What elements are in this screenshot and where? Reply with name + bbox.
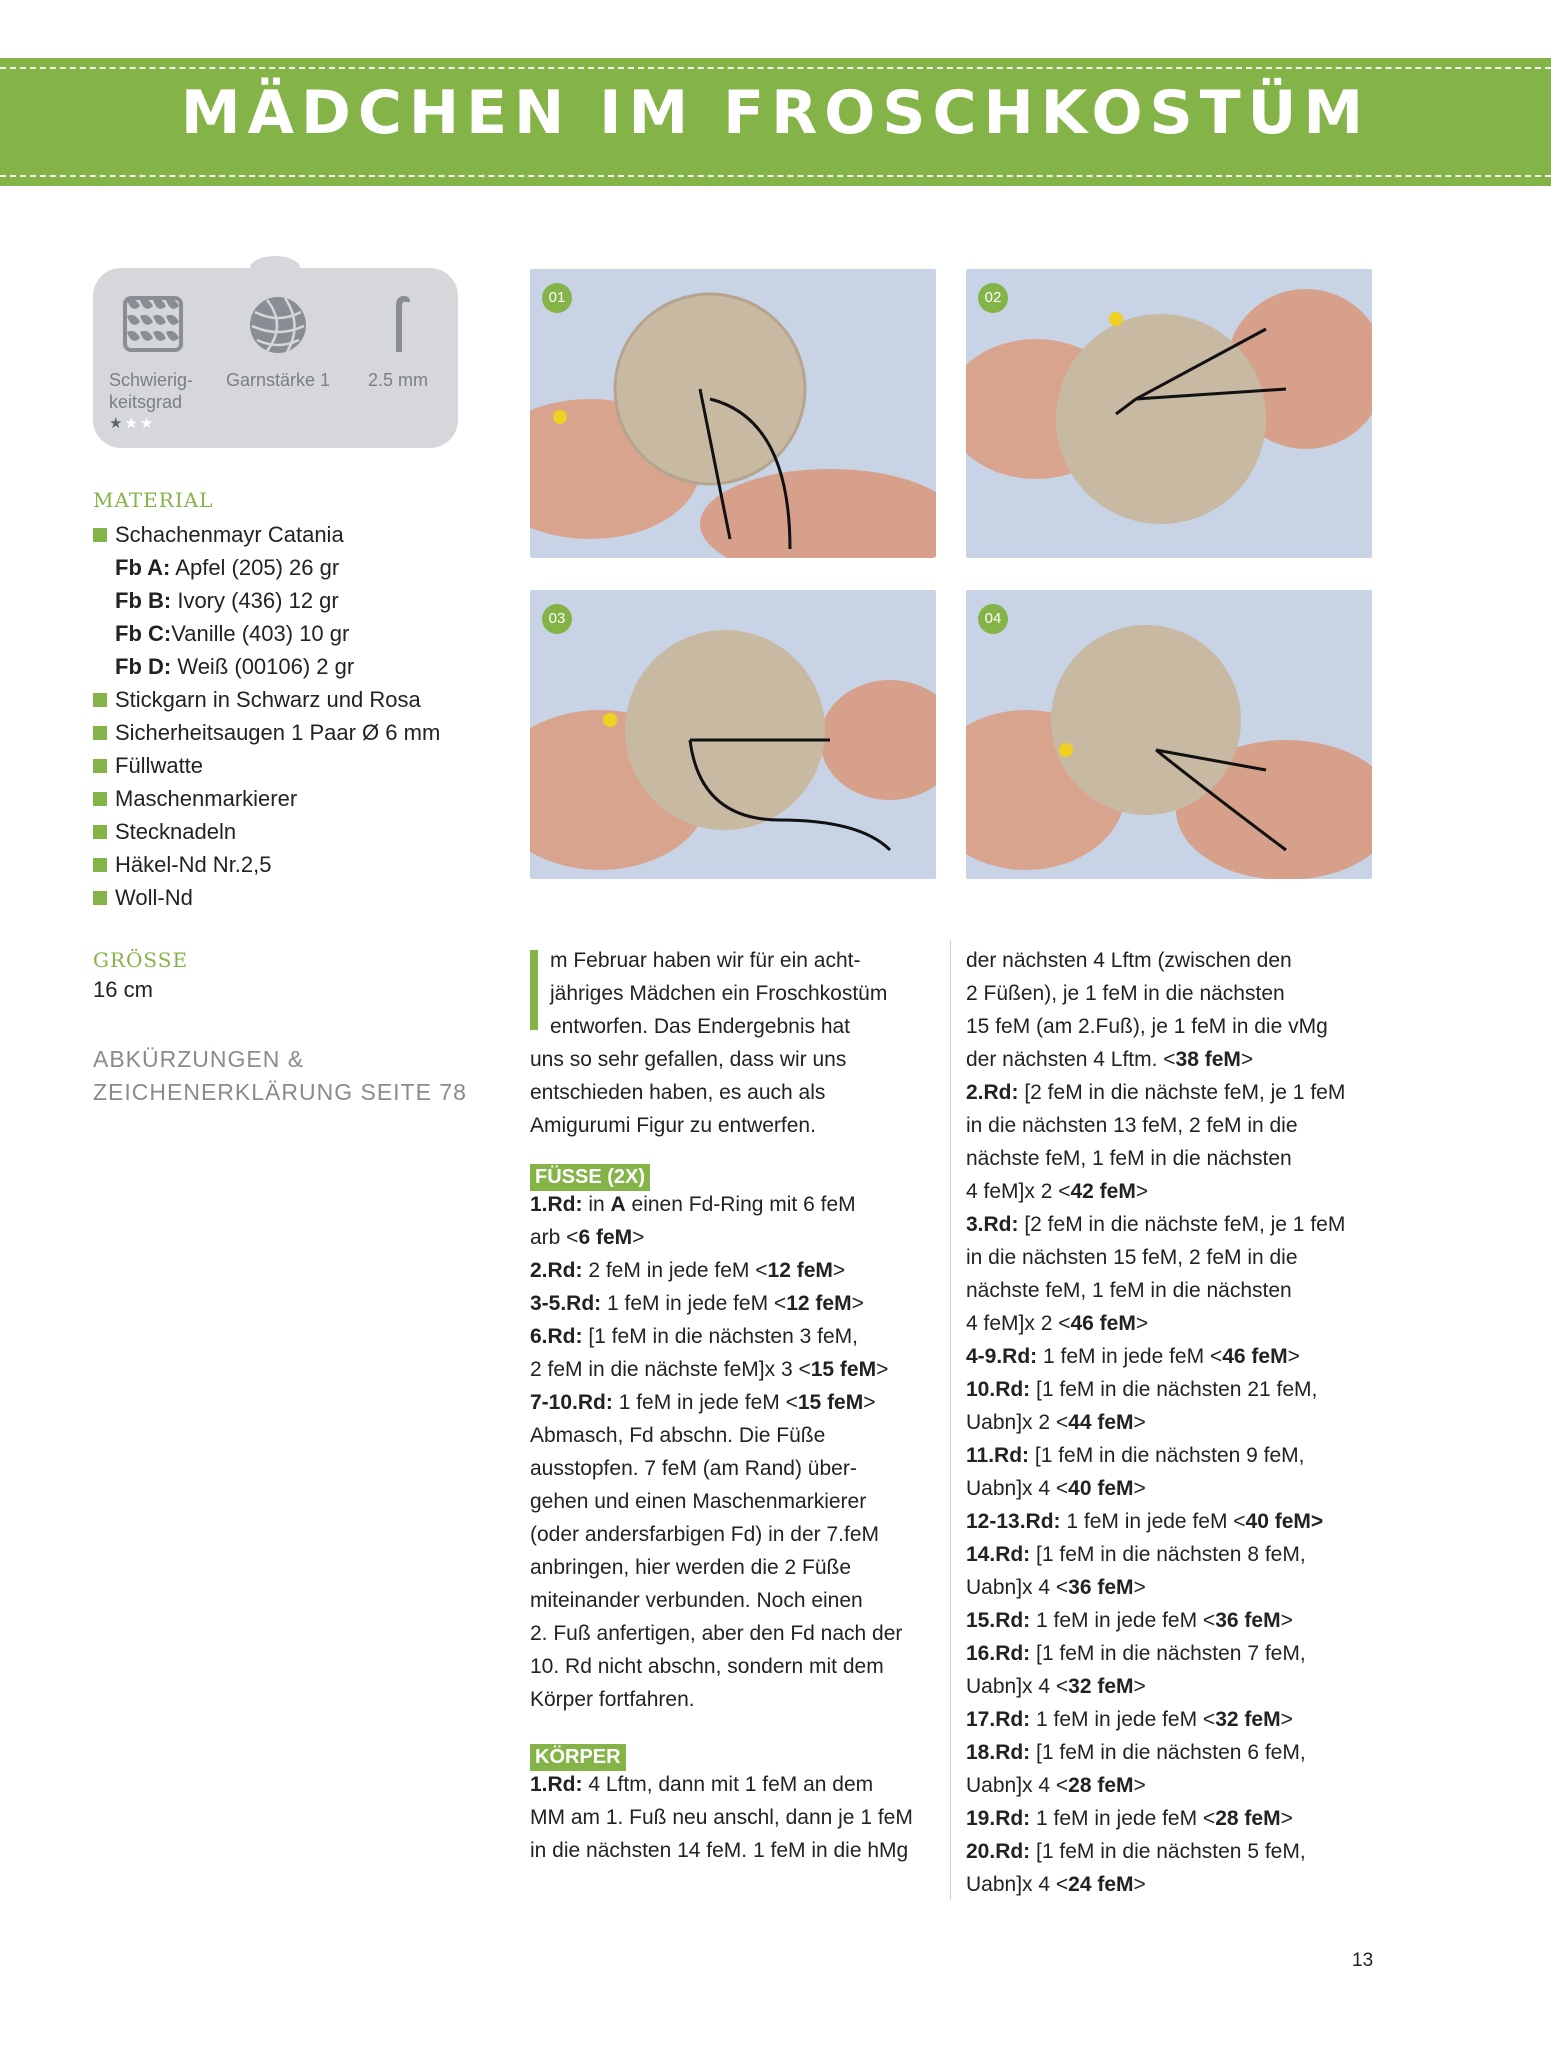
intro-line: entschieden haben, es auch als [530, 1081, 826, 1104]
feet-heading: FÜSSE (2X) [530, 1164, 650, 1191]
instruction-bold: 24 feM [1068, 1873, 1134, 1896]
instruction-text: > [1133, 1675, 1146, 1698]
instruction-text: 1 feM in jede feM < [1030, 1807, 1216, 1830]
feet-instructions [530, 1188, 940, 1716]
instruction-line [530, 1188, 940, 1221]
hook-size-label: 2.5 mm [367, 370, 428, 390]
step-photo [966, 269, 1372, 558]
instruction-line [966, 1835, 1386, 1868]
instruction-bold: 46 feM [1070, 1312, 1136, 1335]
feet-heading-row [530, 1142, 940, 1188]
instruction-text: > [876, 1358, 889, 1381]
instruction-line [966, 1109, 1386, 1142]
pattern-column-2 [966, 944, 1386, 1901]
instruction-line [530, 1551, 940, 1584]
instruction-bold: 10.Rd: [966, 1378, 1031, 1401]
material-brand: Schachenmayr Catania [115, 522, 344, 547]
instruction-line [966, 1604, 1386, 1637]
instruction-text: MM am 1. Fuß neu anschl, dann je 1 feM [530, 1806, 913, 1829]
instruction-bold: 15 feM [810, 1358, 877, 1381]
instruction-text: > [851, 1292, 864, 1315]
instruction-text: ausstopfen. 7 feM (am Rand) über- [530, 1457, 857, 1480]
material-list [93, 518, 513, 914]
body-instructions [530, 1768, 940, 1867]
banner-top-stitch [0, 67, 1551, 69]
bullet-square [93, 792, 107, 806]
instruction-line [966, 1340, 1386, 1373]
material-item-text: Füllwatte [115, 753, 204, 778]
instruction-line [966, 1802, 1386, 1835]
instruction-bold: 40 feM> [1245, 1510, 1324, 1533]
banner-bottom-stitch [0, 175, 1551, 177]
material-item-text: Stickgarn in Schwarz und Rosa [115, 687, 421, 712]
step-number: 04 [978, 604, 1008, 634]
color-row [93, 584, 513, 617]
instruction-text: 4 feM]x 2 < [966, 1180, 1071, 1203]
bullet-square [93, 825, 107, 839]
instruction-text: 1 feM in jede feM < [1060, 1510, 1246, 1533]
instruction-line [966, 1571, 1386, 1604]
instruction-bold: 20.Rd: [966, 1840, 1031, 1863]
abbreviations-note [93, 1043, 467, 1109]
instruction-bold: 1.Rd: [530, 1193, 583, 1216]
color-value: Weiß (00106) 2 gr [177, 654, 355, 679]
color-key: Fb D: [115, 654, 172, 679]
intro-line: jähriges Mädchen ein Froschkostüm [550, 982, 888, 1005]
instruction-bold: 6.Rd: [530, 1325, 583, 1348]
instruction-text: der nächsten 4 Lftm. < [966, 1048, 1176, 1071]
instruction-line [530, 1518, 940, 1551]
abbr-line1: ABKÜRZUNGEN & [93, 1046, 305, 1072]
bullet-square [93, 759, 107, 773]
intro-line: m Februar haben wir für ein acht- [550, 949, 861, 972]
instruction-line [966, 1406, 1386, 1439]
instruction-bold: 18.Rd: [966, 1741, 1031, 1764]
instruction-text: 15 feM (am 2.Fuß), je 1 feM in die vMg [966, 1015, 1328, 1038]
instruction-line [966, 1472, 1386, 1505]
instruction-bold: 15.Rd: [966, 1609, 1031, 1632]
instruction-text: > [1133, 1873, 1146, 1896]
instruction-bold: 2.Rd: [530, 1259, 583, 1282]
instruction-text: in die nächsten 14 feM. 1 feM in die hMg [530, 1839, 909, 1862]
instruction-line [966, 1670, 1386, 1703]
instruction-text: anbringen, hier werden die 2 Füße [530, 1556, 852, 1579]
knit-stitch-icon [123, 294, 185, 356]
instruction-text: [1 feM in die nächsten 7 feM, [1030, 1642, 1306, 1665]
instruction-line [530, 1419, 940, 1452]
instruction-line [530, 1221, 940, 1254]
instruction-text: 10. Rd nicht abschn, sondern mit dem [530, 1655, 884, 1678]
instruction-line [966, 1373, 1386, 1406]
color-row [93, 551, 513, 584]
instruction-text: > [1280, 1609, 1293, 1632]
material-heading: MATERIAL [93, 488, 214, 512]
instruction-text: [1 feM in die nächsten 6 feM, [1030, 1741, 1306, 1764]
instruction-line [966, 1043, 1386, 1076]
instruction-text: (oder andersfarbigen Fd) in der 7.feM [530, 1523, 880, 1546]
instruction-line [530, 1485, 940, 1518]
instruction-text: Uabn]x 4 < [966, 1774, 1069, 1797]
step-photo [530, 269, 936, 558]
size-heading: GRÖSSE [93, 948, 189, 972]
material-item-text: Woll-Nd [115, 885, 193, 910]
instruction-bold: 12 feM [767, 1259, 833, 1282]
instruction-text: > [832, 1259, 846, 1282]
instruction-bold: 40 feM [1068, 1477, 1134, 1500]
instruction-text: 1 feM in jede feM < [1037, 1345, 1223, 1368]
color-row [93, 650, 513, 683]
instruction-text: 2 Füßen), je 1 feM in die nächsten [966, 982, 1285, 1005]
instruction-line [530, 1683, 940, 1716]
instruction-bold: 19.Rd: [966, 1807, 1031, 1830]
instruction-bold: 3.Rd: [966, 1213, 1019, 1236]
instruction-line [530, 1584, 940, 1617]
instruction-text: 2 feM in die nächste feM]x 3 < [530, 1358, 811, 1381]
instruction-text: [2 feM in die nächste feM, je 1 feM [1018, 1213, 1346, 1236]
instruction-text: 4 Lftm, dann mit 1 feM an dem [582, 1773, 874, 1796]
photo-crochet-ball [530, 269, 936, 558]
instruction-bold: 1.Rd: [530, 1773, 583, 1796]
instruction-text: 4 feM]x 2 < [966, 1312, 1071, 1335]
color-key: Fb C: [115, 621, 172, 646]
info-box-notch [250, 256, 300, 280]
instruction-text: Uabn]x 2 < [966, 1411, 1069, 1434]
instruction-text: > [863, 1391, 876, 1414]
instruction-text: > [1280, 1807, 1293, 1830]
page-title: MÄDCHEN IM FROSCHKOSTÜM [180, 78, 1371, 148]
yarn-weight-label: Garnstärke 1 [225, 370, 331, 390]
instruction-bold: 2.Rd: [966, 1081, 1019, 1104]
material-item-text: Stecknadeln [115, 819, 237, 844]
bullet-square [93, 891, 107, 905]
instruction-line [530, 1353, 940, 1386]
instruction-text: [1 feM in die nächsten 5 feM, [1030, 1840, 1306, 1863]
instruction-text: > [1133, 1576, 1146, 1599]
instruction-bold: 12-13.Rd: [966, 1510, 1061, 1533]
instruction-text: > [632, 1226, 645, 1249]
instruction-bold: 28 feM [1215, 1807, 1281, 1830]
instruction-line [966, 1175, 1386, 1208]
instruction-text: nächste feM, 1 feM in die nächsten [966, 1147, 1292, 1170]
instruction-text: 2. Fuß anfertigen, aber den Fd nach der [530, 1622, 903, 1645]
column-divider [950, 940, 951, 1900]
instruction-line [966, 1868, 1386, 1901]
color-value: Vanille (403) 10 gr [171, 621, 350, 646]
instruction-text: [1 feM in die nächsten 8 feM, [1030, 1543, 1306, 1566]
material-item [93, 782, 513, 815]
color-key: Fb B: [115, 588, 172, 613]
drop-cap-bar [530, 950, 538, 1030]
instruction-bold: 44 feM [1068, 1411, 1134, 1434]
instruction-text: nächste feM, 1 feM in die nächsten [966, 1279, 1292, 1302]
body-heading: KÖRPER [530, 1744, 626, 1771]
instruction-text: > [1133, 1411, 1146, 1434]
material-item [93, 749, 513, 782]
instruction-line [530, 1801, 940, 1834]
photo-crochet-ball [966, 269, 1372, 558]
body-instructions-continued [966, 944, 1386, 1901]
instruction-line [966, 1736, 1386, 1769]
instruction-line [966, 1241, 1386, 1274]
photo-crochet-ball [966, 590, 1372, 879]
material-item [93, 848, 513, 881]
color-value: Apfel (205) 26 gr [175, 555, 340, 580]
material-item [93, 518, 513, 551]
instruction-text: Abmasch, Fd abschn. Die Füße [530, 1424, 826, 1447]
difficulty-label-line1: Schwierig- [109, 370, 194, 390]
instruction-bold: 17.Rd: [966, 1708, 1031, 1731]
instruction-text: arb < [530, 1226, 579, 1249]
difficulty-stars [109, 413, 199, 435]
intro-line: uns so sehr gefallen, dass wir uns [530, 1048, 847, 1071]
size-value: 16 cm [93, 977, 153, 1002]
instruction-line [966, 977, 1386, 1010]
instruction-bold: 4-9.Rd: [966, 1345, 1038, 1368]
material-item [93, 683, 513, 716]
instruction-bold: 14.Rd: [966, 1543, 1031, 1566]
instruction-text: 1 feM in jede feM < [1030, 1609, 1216, 1632]
instruction-bold: 32 feM [1068, 1675, 1134, 1698]
step-photo [966, 590, 1372, 879]
instruction-bold: 11.Rd: [966, 1444, 1030, 1467]
step-photo [530, 590, 936, 879]
difficulty-info [109, 294, 199, 435]
instruction-text: in [582, 1193, 611, 1216]
instruction-line [966, 1439, 1386, 1472]
instruction-bold: 46 feM [1222, 1345, 1288, 1368]
instruction-line [966, 1307, 1386, 1340]
instruction-text: > [1133, 1477, 1146, 1500]
instruction-line [966, 1142, 1386, 1175]
material-item-text: Häkel-Nd Nr.2,5 [115, 852, 272, 877]
instruction-line [966, 1076, 1386, 1109]
difficulty-label-line2: keitsgrad [109, 392, 183, 412]
instruction-text: > [1133, 1774, 1146, 1797]
instruction-line [966, 1637, 1386, 1670]
instruction-text: > [1240, 1048, 1254, 1071]
instruction-bold: A [610, 1193, 626, 1216]
instruction-text: 1 feM in jede feM < [601, 1292, 787, 1315]
intro-line: entworfen. Das Endergebnis hat [550, 1015, 851, 1038]
instruction-text: > [1280, 1708, 1293, 1731]
color-row [93, 617, 513, 650]
instruction-text: Uabn]x 4 < [966, 1675, 1069, 1698]
body-heading-row [530, 1716, 940, 1768]
photo-crochet-ball [530, 590, 936, 879]
color-key: Fb A: [115, 555, 171, 580]
material-item [93, 716, 513, 749]
instruction-text: in die nächsten 13 feM, 2 feM in die [966, 1114, 1298, 1137]
instruction-text: > [1287, 1345, 1300, 1368]
instruction-bold: 36 feM [1068, 1576, 1134, 1599]
instruction-line [966, 944, 1386, 977]
hook-info [355, 294, 441, 391]
instruction-bold: 16.Rd: [966, 1642, 1031, 1665]
page-number: 13 [1352, 1950, 1374, 1971]
title-banner [0, 58, 1551, 186]
material-item-text: Maschenmarkierer [115, 786, 298, 811]
yarn-ball-icon [247, 294, 309, 356]
step-number: 01 [542, 283, 572, 313]
instruction-bold: 28 feM [1068, 1774, 1134, 1797]
instruction-line [530, 1834, 940, 1867]
instruction-text: 1 feM in jede feM < [1030, 1708, 1216, 1731]
instruction-bold: 3-5.Rd: [530, 1292, 602, 1315]
instruction-text: Uabn]x 4 < [966, 1576, 1069, 1599]
bullet-square [93, 693, 107, 707]
crochet-hook-icon [378, 294, 418, 356]
star-icon: ★ [139, 415, 156, 432]
color-value: Ivory (436) 12 gr [177, 588, 339, 613]
instruction-line [530, 1320, 940, 1353]
instruction-text: Uabn]x 4 < [966, 1873, 1069, 1896]
star-icon: ★ [124, 415, 140, 432]
instruction-text: Uabn]x 4 < [966, 1477, 1069, 1500]
bullet-square [93, 528, 107, 542]
star-icon: ★ [109, 415, 125, 432]
instruction-text: > [1135, 1312, 1149, 1335]
instruction-line [966, 1505, 1386, 1538]
step-number: 03 [542, 604, 572, 634]
instruction-text: [1 feM in die nächsten 21 feM, [1030, 1378, 1318, 1401]
instruction-bold: 15 feM [797, 1391, 864, 1414]
instruction-line [530, 1287, 940, 1320]
instruction-line [966, 1769, 1386, 1802]
material-item [93, 815, 513, 848]
instruction-text: 2 feM in jede feM < [582, 1259, 768, 1282]
instruction-text: > [1135, 1180, 1149, 1203]
instruction-line [966, 1208, 1386, 1241]
instruction-text: [1 feM in die nächsten 9 feM, [1029, 1444, 1305, 1467]
instruction-line [966, 1538, 1386, 1571]
instruction-text: miteinander verbunden. Noch einen [530, 1589, 863, 1612]
instruction-line [530, 1386, 940, 1419]
instruction-line [966, 1274, 1386, 1307]
intro-paragraph [530, 944, 940, 1142]
yarn-info [223, 294, 333, 391]
abbr-line2: ZEICHENERKLÄRUNG SEITE 78 [93, 1079, 467, 1105]
instruction-text: 1 feM in jede feM < [612, 1391, 798, 1414]
material-item-text: Sicherheitsaugen 1 Paar Ø 6 mm [115, 720, 441, 745]
step-number: 02 [978, 283, 1008, 313]
instruction-line [530, 1617, 940, 1650]
instruction-text: der nächsten 4 Lftm (zwischen den [966, 949, 1292, 972]
instruction-line [530, 1650, 940, 1683]
instruction-text: [1 feM in die nächsten 3 feM, [582, 1325, 858, 1348]
intro-line: Amigurumi Figur zu entwerfen. [530, 1114, 816, 1137]
instruction-line [530, 1768, 940, 1801]
instruction-line [966, 1010, 1386, 1043]
instruction-text: Körper fortfahren. [530, 1688, 695, 1711]
instruction-line [966, 1703, 1386, 1736]
instruction-bold: 12 feM [786, 1292, 852, 1315]
pattern-column-1 [530, 944, 940, 1867]
instruction-bold: 38 feM [1175, 1048, 1241, 1071]
instruction-bold: 36 feM [1215, 1609, 1281, 1632]
instruction-line [530, 1452, 940, 1485]
instruction-text: in die nächsten 15 feM, 2 feM in die [966, 1246, 1298, 1269]
instruction-bold: 42 feM [1070, 1180, 1136, 1203]
bullet-square [93, 726, 107, 740]
instruction-bold: 6 feM [578, 1226, 633, 1249]
material-item [93, 881, 513, 914]
info-box [93, 268, 458, 448]
instruction-text: [2 feM in die nächste feM, je 1 feM [1018, 1081, 1346, 1104]
instruction-line [530, 1254, 940, 1287]
bullet-square [93, 858, 107, 872]
instruction-bold: 32 feM [1215, 1708, 1281, 1731]
instruction-bold: 7-10.Rd: [530, 1391, 613, 1414]
instruction-text: gehen und einen Maschenmarkierer [530, 1490, 867, 1513]
instruction-text: einen Fd-Ring mit 6 feM [625, 1193, 856, 1216]
